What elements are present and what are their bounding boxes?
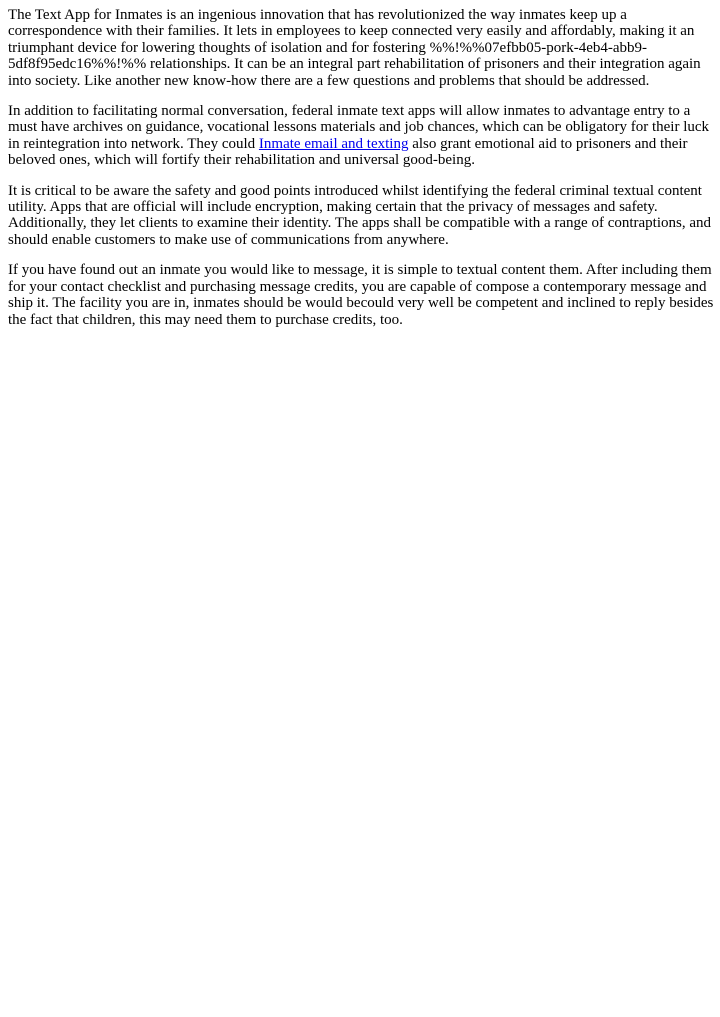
paragraph-2	[8, 103, 714, 169]
paragraph-4: If you have found out an inmate you would like to message, it is simple to textual content them. After including them for your contact checklist and purchasing message credits, you are capable of compose a contemporary message and ship it. The facility you are in, inmates should be would becould very well be competent and inclined to reply besides the fact that children, this may need them to purchase credits, too.	[8, 262, 714, 328]
paragraph-1: The Text App for Inmates is an ingenious innovation that has revolutionized the way inmates keep up a correspondence with their families. It lets in employees to keep connected very easily and affordably, making it an triumphant device for lowering thoughts of isolation and for fostering %%!%%07efbb05-pork-4eb4-abb9-5df8f95edc16%%!%% relationships. It can be an integral part rehabilitation of prisoners and their integration again into society. Like another new know-how there are a few questions and problems that should be addressed.	[8, 7, 701, 89]
article	[0, 0, 720, 328]
paragraph-2-text-after: also grant emotional aid to prisoners and their beloved ones, which will fortify their rehabilitation and universal good-being.	[8, 135, 688, 169]
inmate-email-texting-link[interactable]: Inmate email and texting	[258, 135, 409, 152]
paragraph-2-text-before: In addition to facilitating normal conversation, federal inmate text apps will allow inmates to advantage entry to a must have archives on guidance, vocational lessons materials and job chances, which can be obligatory for their luck in reintegration into network. They could	[8, 103, 710, 152]
paragraph-3: It is critical to be aware the safety and good points introduced whilst identifying the federal criminal textual content utility. Apps that are official will include encryption, making certain that the privacy of messages and safety. Additionally, they let clients to examine their identity. The apps shall be compatible with a range of contraptions, and should enable customers to make use of communications from anywhere.	[8, 182, 712, 248]
